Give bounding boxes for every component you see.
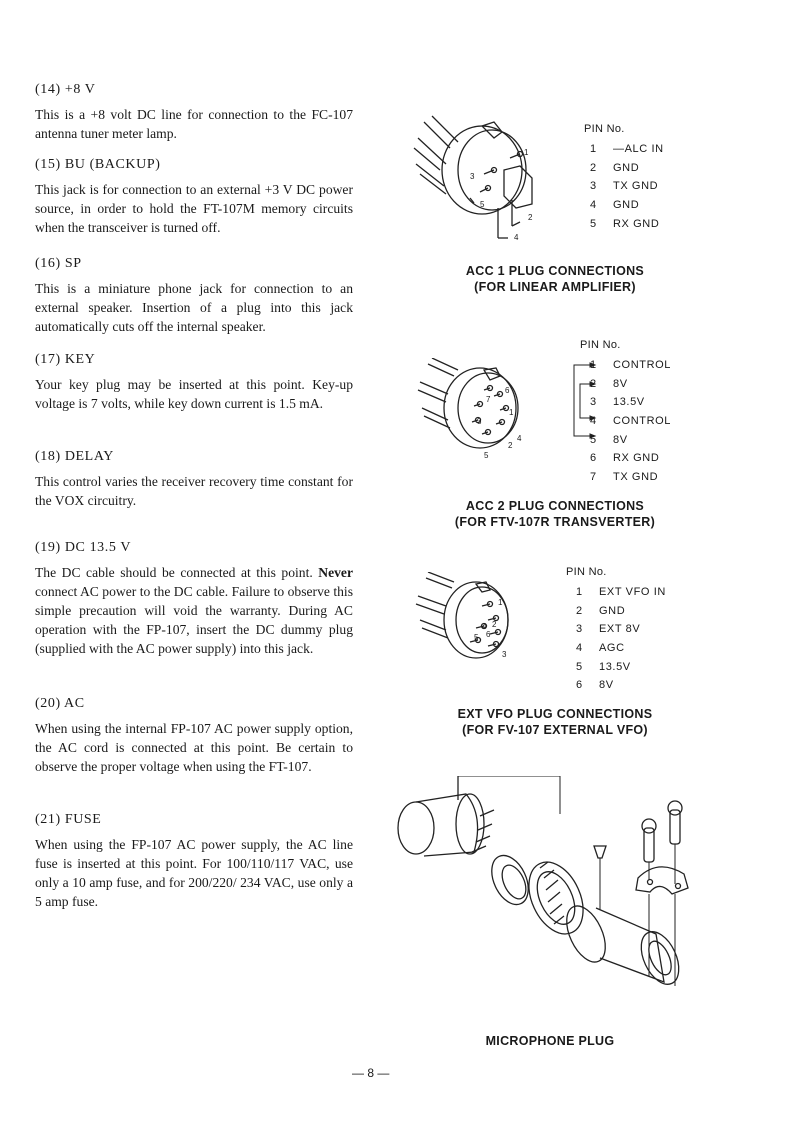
- pin-number: 1: [575, 586, 583, 599]
- acc2-connector-drawing: [414, 358, 544, 458]
- body-text-pre: The DC cable should be connected at this point.: [35, 565, 319, 580]
- section-body: [35, 563, 353, 658]
- section-18: [35, 449, 353, 510]
- section-heading: (17) KEY: [35, 352, 96, 367]
- section-19: [35, 540, 353, 658]
- pin-row: [566, 639, 666, 658]
- pin-row: [580, 356, 671, 375]
- section-body: When using the FP-107 AC power supply, the AC line fuse is inserted at this point. For 100/110/117 VAC, use only a 10 amp fuse, and for 200/220/ 234 VAC, use only a 5 amp fuse.: [35, 837, 353, 909]
- acc2-pin-table: [580, 339, 671, 486]
- section-body: Your key plug may be inserted at this point. Key-up voltage is 7 volts, while key down current is 1.5 mA.: [35, 377, 353, 411]
- section-body: This is a miniature phone jack for connection to an external speaker. Insertion of a plug into this jack automatically cuts off the internal speaker.: [35, 281, 353, 334]
- pin-number: 5: [575, 660, 583, 673]
- caption-line: EXT VFO PLUG CONNECTIONS: [457, 707, 653, 721]
- pin-number: 5: [589, 433, 597, 446]
- fig-label: 4: [514, 233, 519, 242]
- section-21: [35, 812, 353, 911]
- fig-label: 6: [505, 386, 510, 395]
- fig-label: 7: [486, 395, 491, 404]
- fig-label: 3: [502, 650, 507, 659]
- section-body: This is a +8 volt DC line for connection to the FC-107 antenna tuner meter lamp.: [35, 107, 353, 141]
- pin-number: 4: [589, 415, 597, 428]
- pin-label: CONTROL: [613, 359, 671, 372]
- pin-number: 4: [575, 642, 583, 655]
- section-heading: (15) BU (BACKUP): [35, 157, 161, 172]
- fig-label: 4: [482, 622, 487, 631]
- pin-label: TX GND: [613, 470, 659, 483]
- extvfo-caption: [410, 706, 700, 738]
- fig-label: 5: [474, 633, 479, 642]
- pin-row: [580, 393, 671, 412]
- pin-number: 3: [575, 623, 583, 636]
- pin-number: 3: [589, 180, 597, 193]
- pin-label: GND: [599, 604, 626, 617]
- pin-row: [580, 468, 671, 487]
- pin-label: RX GND: [613, 452, 660, 465]
- acc1-connector-drawing: [410, 108, 560, 248]
- fig-label: 6: [486, 630, 491, 639]
- page-number: — 8 —: [352, 1066, 390, 1080]
- pin-number: 1: [589, 143, 597, 156]
- acc1-caption: [410, 263, 700, 295]
- caption-line: ACC 1 PLUG CONNECTIONS: [465, 264, 645, 278]
- pin-number: 2: [575, 604, 583, 617]
- section-14: [35, 82, 353, 143]
- pin-label: EXT 8V: [599, 623, 641, 636]
- fig-label: 2: [492, 620, 497, 629]
- pin-row: [566, 620, 666, 639]
- emphasis-text: Never: [318, 565, 353, 580]
- pin-number: 6: [575, 679, 583, 692]
- caption-line: ACC 2 PLUG CONNECTIONS: [465, 499, 645, 513]
- pin-number: 7: [589, 470, 597, 483]
- fig-label: 3: [477, 417, 482, 426]
- section-body: This control varies the receiver recovery time constant for the VOX circuitry.: [35, 474, 353, 508]
- fig-label: 4: [517, 434, 522, 443]
- acc2-caption: [405, 498, 705, 530]
- extvfo-pin-table: [566, 566, 666, 695]
- section-17: [35, 352, 353, 413]
- section-20: [35, 696, 353, 776]
- pin-label: 13.5V: [613, 396, 645, 409]
- pin-row: [580, 430, 671, 449]
- fig-label: 1: [509, 408, 514, 417]
- pin-number: 4: [589, 199, 597, 212]
- pin-label: —ALC IN: [613, 143, 664, 156]
- pin-row: [580, 375, 671, 394]
- pin-row: [584, 159, 664, 178]
- microphone-plug-drawing: [388, 776, 708, 1026]
- pin-row: [584, 214, 664, 233]
- pin-row: [584, 196, 664, 215]
- pin-label: 8V: [599, 679, 614, 692]
- pin-label: EXT VFO IN: [599, 586, 666, 599]
- pin-row: [566, 602, 666, 621]
- caption-line: (FOR LINEAR AMPLIFIER): [474, 280, 636, 294]
- pin-label: RX GND: [613, 217, 660, 230]
- pin-label: CONTROL: [613, 415, 671, 428]
- fig-label: 1: [524, 148, 529, 157]
- fig-label: 5: [484, 451, 489, 460]
- section-body: When using the internal FP-107 AC power supply option, the AC cord is connected at this point. Be certain to observe the proper voltage when using the FT-107.: [35, 721, 353, 774]
- section-16: [35, 256, 353, 336]
- section-heading: (18) DELAY: [35, 449, 114, 464]
- pin-label: 8V: [613, 433, 628, 446]
- section-body: This jack is for connection to an external +3 V DC power source, in order to hold the FT-107M memory circuits when the transceiver is turned off.: [35, 182, 353, 235]
- microphone-plug-caption: MICROPHONE PLUG: [485, 1034, 615, 1048]
- pin-label: 13.5V: [599, 660, 631, 673]
- pin-row: [584, 140, 664, 159]
- pin-label: GND: [613, 199, 640, 212]
- fig-label: 3: [470, 172, 475, 181]
- pin-number: 5: [589, 217, 597, 230]
- section-heading: (19) DC 13.5 V: [35, 540, 132, 555]
- fig-label: 2: [528, 213, 533, 222]
- pin-row: [566, 676, 666, 695]
- section-heading: (21) FUSE: [35, 812, 102, 827]
- caption-line: (FOR FTV-107R TRANSVERTER): [454, 515, 656, 529]
- pin-row: [566, 657, 666, 676]
- pin-header: PIN No.: [580, 339, 621, 351]
- pin-number: 2: [589, 161, 597, 174]
- pin-number: 2: [589, 377, 597, 390]
- pin-header: PIN No.: [584, 123, 625, 135]
- section-15: [35, 157, 353, 237]
- pin-number: 6: [589, 452, 597, 465]
- pin-row: [584, 177, 664, 196]
- acc1-pin-table: [584, 123, 664, 233]
- body-text-post: connect AC power to the DC cable. Failure to observe this simple precaution will void the warranty. During AC operation with the FP-107, insert the DC dummy plug (supplied with the AC power supply) into this jack.: [35, 584, 353, 656]
- pin-label: TX GND: [613, 180, 659, 193]
- section-heading: (20) AC: [35, 696, 85, 711]
- section-heading: (14) +8 V: [35, 82, 96, 97]
- pin-header: PIN No.: [566, 566, 607, 578]
- pin-number: 1: [589, 359, 597, 372]
- fig-label: 5: [480, 200, 485, 209]
- fig-label: 2: [508, 441, 513, 450]
- pin-number: 3: [589, 396, 597, 409]
- fig-label: 1: [498, 598, 503, 607]
- pin-label: GND: [613, 161, 640, 174]
- section-heading: (16) SP: [35, 256, 82, 271]
- pin-row: [580, 412, 671, 431]
- pin-row: [580, 449, 671, 468]
- pin-label: 8V: [613, 377, 628, 390]
- pin-row: [566, 583, 666, 602]
- caption-line: (FOR FV-107 EXTERNAL VFO): [462, 723, 648, 737]
- pin-label: AGC: [599, 642, 625, 655]
